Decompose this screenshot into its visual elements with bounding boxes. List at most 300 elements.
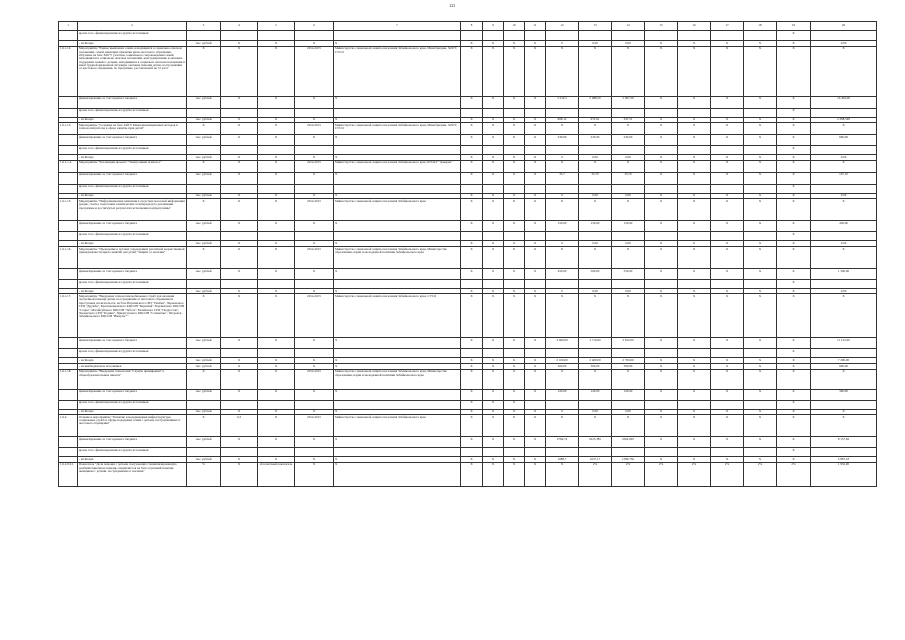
table-row: [59, 232, 877, 241]
table-cell-c4: [221, 400, 258, 409]
table-cell-c15: X: [645, 46, 678, 96]
table-row: [59, 246, 877, 268]
table-cell-c6: X: [295, 135, 334, 146]
table-cell-code: [59, 349, 78, 358]
table-cell-unit: тыс. рублей: [187, 96, 221, 108]
table-row: [59, 268, 877, 279]
table-cell-c11: X: [525, 457, 546, 463]
table-cell-c13: 0,00: [579, 409, 612, 415]
table-cell-code: 1.6.1.15.: [59, 199, 78, 221]
table-cell-c11: [525, 349, 546, 358]
table-cell-c15: [645, 232, 678, 241]
table-cell-c14: 0,00: [612, 41, 645, 47]
table-cell-c8: [461, 232, 483, 241]
table-cell-c4: X: [221, 437, 258, 448]
table-cell-c6: [295, 448, 334, 457]
table-cell-code: [59, 184, 78, 193]
table-cell-c14: X: [612, 294, 645, 338]
table-cell-unit: тыс. рублей: [187, 358, 221, 364]
table-cell-c13: 5 488,50: [579, 96, 612, 108]
table-cell-c5: X: [258, 268, 295, 279]
table-cell-name: кроме того, финансирование из других источников:: [78, 349, 187, 358]
table-cell-c17: [711, 31, 744, 41]
table-cell-c20: 2 288,548: [811, 117, 877, 123]
table-cell-c15: X: [645, 409, 678, 415]
table-cell-c4: X: [221, 288, 258, 294]
table-cell-name: - из Фонда: [78, 409, 187, 415]
table-cell-unit: тыс. рублей: [187, 155, 221, 161]
table-cell-c16: X: [678, 389, 711, 400]
table-cell-c14: 120,00: [612, 389, 645, 400]
table-cell-c10: X: [504, 155, 525, 161]
table-cell-c13: [579, 448, 612, 457]
table-row: [59, 31, 877, 41]
table-cell-code: [59, 338, 78, 349]
table-cell-c9: [483, 31, 504, 41]
table-cell-c4: X: [221, 117, 258, 123]
table-cell-c20: X: [811, 409, 877, 415]
table-cell-c5: [258, 279, 295, 288]
table-row: [59, 123, 877, 135]
table-cell-name: - из Фонда: [78, 241, 187, 247]
table-cell-c15: X: [645, 135, 678, 146]
table-cell-name: кроме того, финансирование из других источников:: [78, 184, 187, 193]
table-cell-c20: 1 500,00: [811, 268, 877, 279]
table-cell-c13: 230,00: [579, 135, 612, 146]
table-cell-c8: X: [461, 288, 483, 294]
table-cell-c16: X: [678, 96, 711, 108]
table-row: [59, 389, 877, 400]
table-row: [59, 108, 877, 117]
table-cell-c10: X: [504, 241, 525, 247]
column-number: 1: [59, 22, 78, 31]
table-cell-c19: X: [777, 400, 811, 409]
table-cell-c4: X: [221, 135, 258, 146]
table-cell-c11: X: [525, 288, 546, 294]
table-cell-c9: X: [483, 288, 504, 294]
table-cell-c15: [645, 108, 678, 117]
table-cell-c9: X: [483, 358, 504, 364]
table-cell-c12: X: [546, 246, 579, 268]
table-cell-unit: тыс. рублей: [187, 117, 221, 123]
table-cell-c8: X: [461, 338, 483, 349]
table-cell-c9: X: [483, 437, 504, 448]
table-cell-exec: X: [334, 389, 461, 400]
table-cell-c12: 0: [546, 409, 579, 415]
table-cell-unit: X: [187, 199, 221, 221]
table-cell-c17: X: [711, 288, 744, 294]
table-cell-c11: [525, 279, 546, 288]
table-cell-c14: [612, 400, 645, 409]
table-cell-c16: X: [678, 409, 711, 415]
table-cell-c10: X: [504, 462, 525, 486]
table-cell-c18: X: [744, 415, 777, 437]
table-cell-c19: X: [777, 241, 811, 247]
table-cell-unit: тыс. рублей: [187, 241, 221, 247]
table-cell-c17: X: [711, 135, 744, 146]
table-cell-c8: [461, 349, 483, 358]
table-cell-c11: X: [525, 462, 546, 486]
table-cell-c8: X: [461, 437, 483, 448]
table-cell-c18: [744, 31, 777, 41]
table-cell-c11: X: [525, 415, 546, 437]
column-number: 8: [461, 22, 483, 31]
table-cell-c10: X: [504, 364, 525, 370]
table-cell-c20: X: [811, 46, 877, 96]
table-cell-c14: 347,51: [612, 117, 645, 123]
table-cell-c8: X: [461, 409, 483, 415]
table-cell-exec: X: [334, 41, 461, 47]
table-cell-c14: 5 697,59: [612, 96, 645, 108]
table-cell-c19: X: [777, 146, 811, 155]
table-cell-c10: X: [504, 457, 525, 463]
table-cell-exec: Министерство социальной защиты населения Забайкальского края: [334, 199, 461, 221]
table-cell-unit: [187, 279, 221, 288]
table-cell-c10: X: [504, 246, 525, 268]
table-cell-c16: X: [678, 46, 711, 96]
table-cell-c17: X: [711, 123, 744, 135]
table-cell-c5: X: [258, 199, 295, 221]
table-cell-c15: 2%: [645, 462, 678, 486]
table-cell-c19: X: [777, 358, 811, 364]
table-cell-c9: [483, 146, 504, 155]
table-cell-unit: тыс. рублей: [187, 135, 221, 146]
table-cell-c8: X: [461, 462, 483, 486]
table-cell-unit: [187, 146, 221, 155]
table-cell-unit: тыс. рублей: [187, 268, 221, 279]
table-cell-code: 1.6.1.1.4.: [59, 160, 78, 172]
table-cell-c18: X: [744, 155, 777, 161]
table-cell-exec: [334, 279, 461, 288]
table-cell-c4: X: [221, 268, 258, 279]
table-cell-name: финансирование за счет краевого бюджета: [78, 338, 187, 349]
table-cell-c17: [711, 279, 744, 288]
table-cell-c12: X: [546, 199, 579, 221]
table-cell-c17: X: [711, 172, 744, 184]
table-cell-c6: 2014-2015: [295, 199, 334, 221]
table-cell-c17: X: [711, 241, 744, 247]
table-cell-c12: X: [546, 294, 579, 338]
column-number: 15: [645, 22, 678, 31]
table-cell-unit: тыс. рублей: [187, 389, 221, 400]
table-cell-c4: X: [221, 462, 258, 486]
table-cell-c10: X: [504, 415, 525, 437]
table-cell-c9: X: [483, 172, 504, 184]
table-row: [59, 462, 877, 486]
table-cell-c19: X: [777, 135, 811, 146]
table-cell-unit: тыс. рублей: [187, 41, 221, 47]
table-cell-c10: [504, 146, 525, 155]
table-cell-c14: X: [612, 246, 645, 268]
table-cell-c5: X: [258, 160, 295, 172]
column-number-row: [59, 22, 877, 31]
column-number: 13: [579, 22, 612, 31]
table-cell-c17: X: [711, 246, 744, 268]
table-cell-c14: 230,00: [612, 135, 645, 146]
table-cell-name: кроме того, финансирование из других источников:: [78, 400, 187, 409]
table-cell-unit: тыс. рублей: [187, 338, 221, 349]
table-cell-c4: X: [221, 155, 258, 161]
table-cell-name: - из Фонда: [78, 457, 187, 463]
table-cell-c10: X: [504, 268, 525, 279]
table-cell-c18: [744, 400, 777, 409]
table-cell-c18: X: [744, 358, 777, 364]
table-cell-c9: X: [483, 193, 504, 199]
table-cell-unit: тыс. рублей: [187, 193, 221, 199]
table-cell-c15: X: [645, 172, 678, 184]
table-cell-c20: [811, 279, 877, 288]
table-cell-exec: X: [334, 457, 461, 463]
table-cell-c18: X: [744, 364, 777, 370]
table-cell-c19: X: [777, 221, 811, 232]
table-cell-c15: X: [645, 415, 678, 437]
table-cell-c15: X: [645, 338, 678, 349]
table-cell-c5: X: [258, 221, 295, 232]
column-number: 20: [811, 22, 877, 31]
table-cell-c8: [461, 448, 483, 457]
table-cell-c13: [579, 400, 612, 409]
table-cell-c16: X: [678, 288, 711, 294]
table-cell-c12: [546, 31, 579, 41]
table-cell-c4: [221, 448, 258, 457]
table-cell-c20: X: [811, 246, 877, 268]
table-cell-c9: X: [483, 415, 504, 437]
table-cell-c20: 8 157,82: [811, 437, 877, 448]
table-cell-c5: X: [258, 364, 295, 370]
table-cell-c5: X: [258, 369, 295, 389]
table-cell-c9: X: [483, 96, 504, 108]
column-number: 4: [221, 22, 258, 31]
table-cell-c12: 1688,7: [546, 457, 579, 463]
table-cell-c18: X: [744, 41, 777, 47]
table-cell-c16: X: [678, 135, 711, 146]
table-cell-c11: X: [525, 294, 546, 338]
table-cell-c8: X: [461, 241, 483, 247]
table-cell-c10: X: [504, 400, 525, 409]
table-cell-c4: X: [221, 123, 258, 135]
table-cell-c19: 2%: [777, 462, 811, 486]
table-cell-name: Мероприятие "Внедрение технологии мобильных служб для оказания экстренной помощи детям, пострадавшим от жестокого обращения и преступных посягательств, на базе Нерчинского СРЦ "Улыбка", Черновского СРЦ "Дружба", Краснокаменского КЦСОН "Берегиня", Борзинского КЦСОН "Садко", Могойтуйского КЦСОН "Забота", Балейского СРЦ "Подросток", Хилокского СРЦ "Родник", Приаргунского КЦСОН "Солнышко", Петровск-Забайкальского КЦСОН "Импульс"": [78, 294, 187, 338]
table-cell-c19: X: [777, 96, 811, 108]
table-cell-name: кроме того, финансирование из других источников:: [78, 31, 187, 41]
table-cell-c16: X: [678, 117, 711, 123]
table-cell-c16: [678, 448, 711, 457]
table-cell-c9: X: [483, 409, 504, 415]
table-cell-c20: 690,00: [811, 135, 877, 146]
table-cell-c4: [221, 146, 258, 155]
table-cell-c15: X: [645, 288, 678, 294]
table-cell-code: 1.6.1.13.: [59, 123, 78, 135]
table-cell-unit: тыс. рублей: [187, 364, 221, 370]
table-cell-c14: 0,00: [612, 193, 645, 199]
table-cell-c9: [483, 279, 504, 288]
table-cell-c11: X: [525, 199, 546, 221]
table-cell-exec: Министерство социальной защиты населения Забайкальского края, Минобрнауки, ЗабГУ, СУСО: [334, 123, 461, 135]
table-cell-name: кроме того, финансирование из других источников:: [78, 146, 187, 155]
table-cell-c13: X: [579, 415, 612, 437]
table-cell-c9: X: [483, 123, 504, 135]
table-cell-exec: X: [334, 135, 461, 146]
table-row: [59, 160, 877, 172]
table-cell-c6: [295, 279, 334, 288]
table-cell-c11: [525, 400, 546, 409]
column-number: 16: [678, 22, 711, 31]
table-cell-c15: X: [645, 221, 678, 232]
table-cell-c5: X: [258, 457, 295, 463]
table-cell-exec: X: [334, 193, 461, 199]
table-cell-c19: X: [777, 369, 811, 389]
table-cell-c5: X: [258, 415, 295, 437]
table-cell-c20: [811, 448, 877, 457]
table-cell-c15: X: [645, 294, 678, 338]
table-cell-c20: 0,00: [811, 155, 877, 161]
table-cell-c8: X: [461, 268, 483, 279]
table-cell-c9: [483, 448, 504, 457]
table-cell-c17: X: [711, 199, 744, 221]
table-cell-c16: X: [678, 221, 711, 232]
table-cell-c16: [678, 232, 711, 241]
table-cell-c6: X: [295, 288, 334, 294]
table-cell-c14: X: [612, 415, 645, 437]
column-number: 11: [525, 22, 546, 31]
table-cell-c16: X: [678, 358, 711, 364]
table-cell-name: - из Фонда: [78, 155, 187, 161]
column-number: 17: [711, 22, 744, 31]
table-cell-c18: X: [744, 123, 777, 135]
table-cell-c20: X: [811, 123, 877, 135]
table-cell-c20: X: [811, 369, 877, 389]
table-cell-name: Основное мероприятие "Развитие и модернизация инфраструктуры социальных служб и сферы поддержки семей с детьми, пострадавшими от жестокого обращения": [78, 415, 187, 437]
table-cell-c17: X: [711, 415, 744, 437]
table-cell-c14: 2%: [612, 462, 645, 486]
table-cell-c12: 35,7: [546, 172, 579, 184]
table-cell-c18: [744, 232, 777, 241]
table-cell-c4: X: [221, 96, 258, 108]
table-cell-c10: X: [504, 96, 525, 108]
table-cell-c10: X: [504, 437, 525, 448]
table-cell-c20: [811, 31, 877, 41]
table-cell-c8: X: [461, 221, 483, 232]
table-cell-c8: X: [461, 294, 483, 338]
table-cell-c17: X: [711, 46, 744, 96]
table-cell-c9: [483, 184, 504, 193]
table-cell-c18: X: [744, 117, 777, 123]
table-cell-c10: X: [504, 369, 525, 389]
table-cell-c12: [546, 146, 579, 155]
table-cell-c5: X: [258, 389, 295, 400]
table-cell-unit: тыс. рублей: [187, 172, 221, 184]
table-cell-c11: X: [525, 369, 546, 389]
column-number: 6: [295, 22, 334, 31]
table-cell-c8: X: [461, 172, 483, 184]
table-cell-c16: [678, 400, 711, 409]
table-cell-c12: X: [546, 462, 579, 486]
table-cell-c5: [258, 232, 295, 241]
table-cell-c19: X: [777, 155, 811, 161]
table-cell-c5: X: [258, 409, 295, 415]
table-cell-c19: X: [777, 364, 811, 370]
table-cell-c4: X: [221, 241, 258, 247]
column-number: 5: [258, 22, 295, 31]
table-cell-c13: 1637,17: [579, 457, 612, 463]
table-cell-code: [59, 135, 78, 146]
table-cell-exec: Министерство социальной защиты населения Забайкальского края, Министерство образования, науки и молодежной политики Забайкальского края: [334, 369, 461, 389]
table-cell-c19: X: [777, 448, 811, 457]
table-cell-c4: X: [221, 294, 258, 338]
table-cell-unit: [187, 400, 221, 409]
table-cell-c8: X: [461, 41, 483, 47]
table-cell-c13: 35,70: [579, 172, 612, 184]
table-cell-c13: 0,00: [579, 193, 612, 199]
table-cell-c20: 7 200,00: [811, 358, 877, 364]
table-cell-c19: X: [777, 288, 811, 294]
table-cell-c18: X: [744, 160, 777, 172]
table-cell-exec: [334, 108, 461, 117]
table-cell-code: [59, 279, 78, 288]
table-cell-c18: X: [744, 268, 777, 279]
table-cell-c8: X: [461, 117, 483, 123]
column-number: 18: [744, 22, 777, 31]
table-cell-c10: [504, 31, 525, 41]
table-cell-c8: X: [461, 199, 483, 221]
table-cell-c11: X: [525, 409, 546, 415]
table-cell-c11: X: [525, 193, 546, 199]
table-cell-c6: X: [295, 462, 334, 486]
table-cell-c13: 0,00: [579, 241, 612, 247]
table-cell-c17: [711, 448, 744, 457]
table-cell-c17: [711, 184, 744, 193]
table-cell-c16: X: [678, 246, 711, 268]
table-cell-c18: [744, 146, 777, 155]
table-cell-c5: X: [258, 437, 295, 448]
table-row: [59, 338, 877, 349]
table-cell-c4: [221, 108, 258, 117]
table-cell-c4: X: [221, 193, 258, 199]
table-cell-c19: X: [777, 279, 811, 288]
table-cell-c20: 0,00: [811, 193, 877, 199]
table-cell-c18: X: [744, 199, 777, 221]
table-cell-exec: [334, 349, 461, 358]
table-cell-c14: 0,00: [612, 409, 645, 415]
table-cell-code: 1.6.2.: [59, 415, 78, 437]
table-cell-code: [59, 31, 78, 41]
table-cell-exec: X: [334, 172, 461, 184]
table-cell-c4: [221, 184, 258, 193]
table-cell-c6: X: [295, 155, 334, 161]
table-cell-c14: [612, 31, 645, 41]
table-cell-exec: [334, 146, 461, 155]
table-cell-c19: X: [777, 184, 811, 193]
column-number: 14: [612, 22, 645, 31]
column-number: 9: [483, 22, 504, 31]
table-cell-c15: X: [645, 96, 678, 108]
table-cell-c14: 0,00: [612, 241, 645, 247]
table-cell-exec: [334, 448, 461, 457]
table-cell-c6: 2014-2015: [295, 160, 334, 172]
table-cell-c19: X: [777, 349, 811, 358]
table-cell-name: Мероприятие "Проведение в детских учреждениях различной ведомственной принадлежности цикла занятий для детей "Защити от насилия": [78, 246, 187, 268]
table-cell-code: [59, 221, 78, 232]
table-cell-code: 1.6.1.12.: [59, 46, 78, 96]
table-cell-c20: 11 122,00: [811, 338, 877, 349]
table-cell-c20: [811, 108, 877, 117]
table-cell-c8: [461, 31, 483, 41]
table-cell-exec: X: [334, 364, 461, 370]
table-cell-c20: 4 887,63: [811, 457, 877, 463]
table-cell-c9: X: [483, 241, 504, 247]
table-cell-c18: [744, 108, 777, 117]
table-cell-c6: X: [295, 338, 334, 349]
